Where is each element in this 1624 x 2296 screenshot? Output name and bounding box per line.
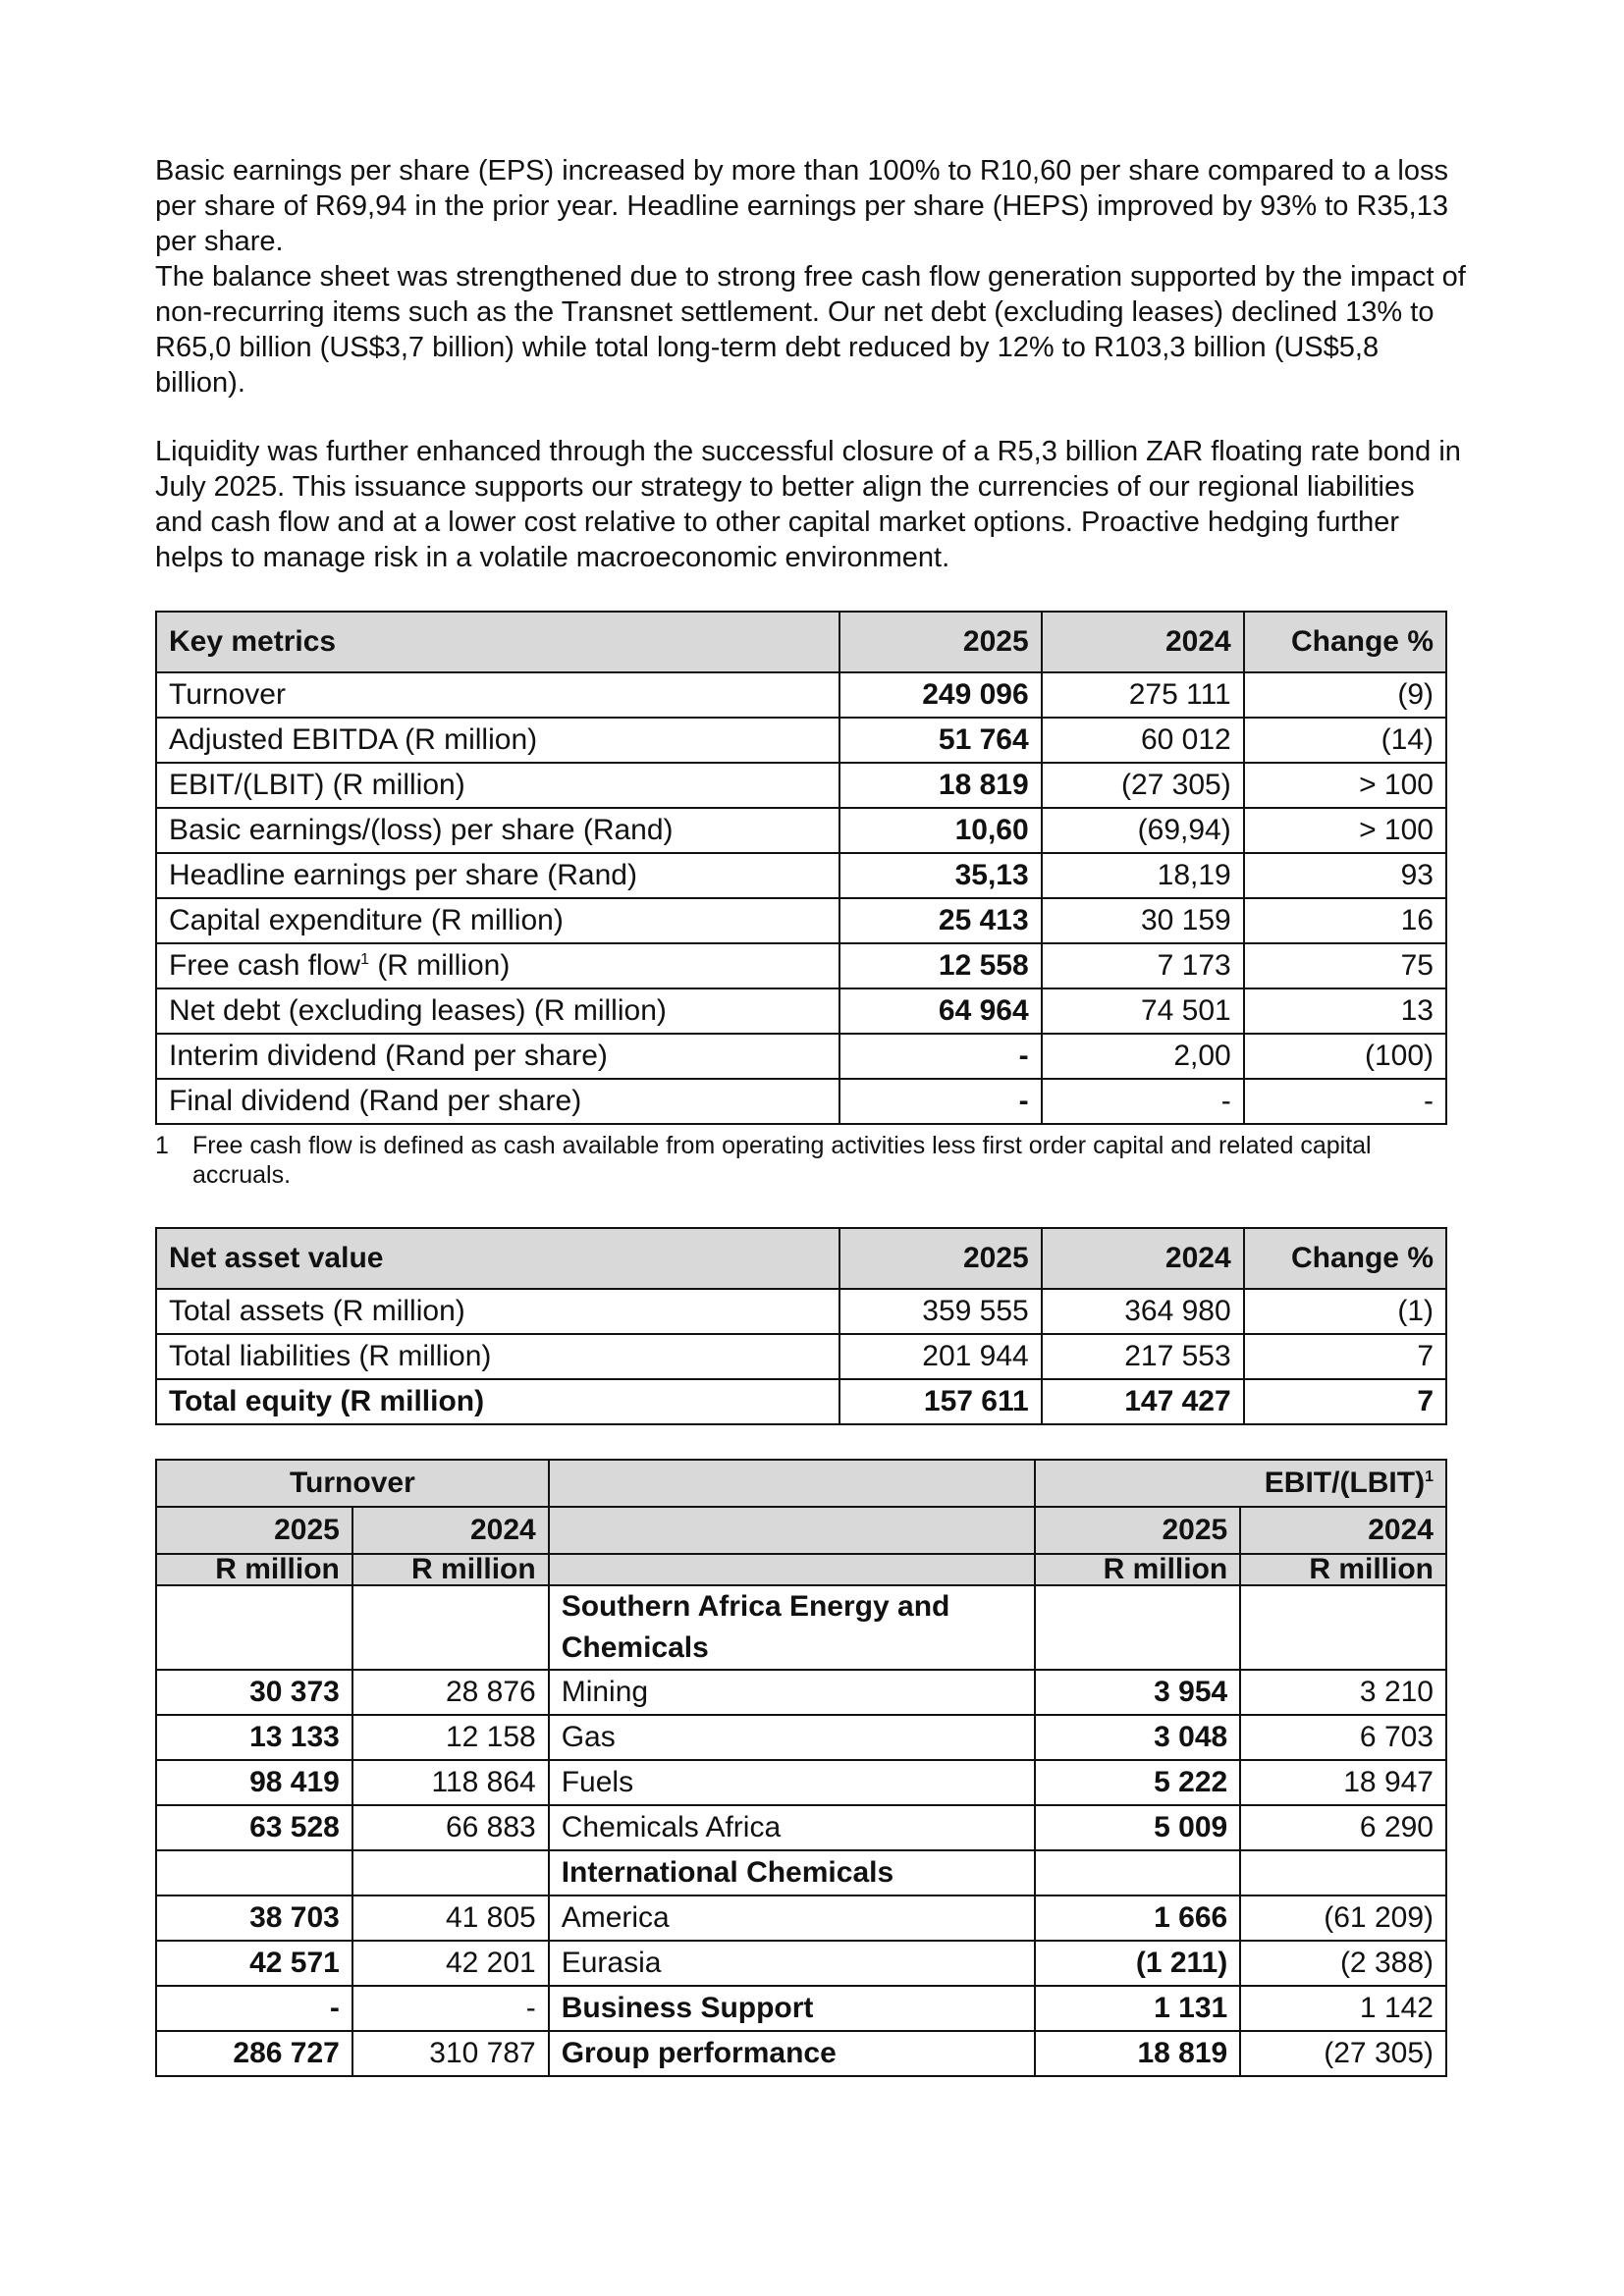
segment-name: Business Support [549, 1986, 1035, 2031]
table-row [156, 1896, 1446, 1941]
value-2025: - [839, 1079, 1042, 1124]
table-row [156, 1289, 1446, 1334]
table-row [156, 763, 1446, 808]
value-2025: 201 944 [839, 1334, 1042, 1379]
value-2025: - [839, 1034, 1042, 1079]
value-2024: 2,00 [1042, 1034, 1244, 1079]
turnover-2024: 118 864 [352, 1760, 549, 1805]
column-header: 2025 [1035, 1507, 1241, 1554]
row-label: EBIT/(LBIT) (R million) [156, 763, 839, 808]
empty-cell [156, 1585, 352, 1670]
column-header: Change % [1244, 612, 1446, 672]
paragraph-eps: Basic earnings per share (EPS) increased by more than 100% to R10,60 per share compared to a loss per share of R69,94 in the prior year. Headline earnings per share (HEPS) improved by 93% to R35,13 per share. [155, 155, 1448, 257]
row-label: Total assets (R million) [156, 1289, 839, 1334]
table-row [156, 1715, 1446, 1760]
turnover-2025: 286 727 [156, 2031, 352, 2076]
value-2025: 157 611 [839, 1379, 1042, 1424]
empty-cell [156, 1850, 352, 1896]
turnover-2025: 42 571 [156, 1941, 352, 1986]
value-2025: 18 819 [839, 763, 1042, 808]
turnover-2025: 98 419 [156, 1760, 352, 1805]
column-header: 2025 [839, 612, 1042, 672]
row-label [156, 943, 839, 988]
table-unit-row [156, 1554, 1446, 1585]
column-header: 2024 [1240, 1507, 1446, 1554]
empty-cell [352, 1585, 549, 1670]
footnote-marker: 1 [360, 951, 369, 968]
value-2024: (27 305) [1042, 763, 1244, 808]
ebit-header-text: EBIT/(LBIT) [1264, 1467, 1426, 1499]
table-row [156, 1670, 1446, 1715]
turnover-2025: - [156, 1986, 352, 2031]
footnote-marker: 1 [1425, 1468, 1434, 1485]
net-asset-value-table [155, 1227, 1447, 1425]
value-change: 7 [1244, 1379, 1446, 1424]
value-2025: 249 096 [839, 672, 1042, 718]
segment-performance-table [155, 1459, 1447, 2077]
ebit-2024: 1 142 [1240, 1986, 1446, 2031]
value-change: 93 [1244, 853, 1446, 898]
segment-name: Chemicals Africa [549, 1805, 1035, 1850]
value-2024: 18,19 [1042, 853, 1244, 898]
table-row [156, 1986, 1446, 2031]
table-row [156, 943, 1446, 988]
row-label: Final dividend (Rand per share) [156, 1079, 839, 1124]
unit-header: R million [1240, 1554, 1446, 1585]
ebit-2024: (61 209) [1240, 1896, 1446, 1941]
value-change: (9) [1244, 672, 1446, 718]
ebit-2025: 3 048 [1035, 1715, 1241, 1760]
column-header: 2025 [839, 1228, 1042, 1289]
empty-cell [1240, 1585, 1446, 1670]
table-row [156, 672, 1446, 718]
table-header-row [156, 612, 1446, 672]
value-2025: 10,60 [839, 808, 1042, 853]
turnover-2025: 63 528 [156, 1805, 352, 1850]
value-2024: 7 173 [1042, 943, 1244, 988]
turnover-2024: 28 876 [352, 1670, 549, 1715]
value-2024: (69,94) [1042, 808, 1244, 853]
value-change: > 100 [1244, 808, 1446, 853]
table-row [156, 1334, 1446, 1379]
footnote-number: 1 [155, 1132, 169, 1159]
ebit-2025: 1 666 [1035, 1896, 1241, 1941]
value-2025: 12 558 [839, 943, 1042, 988]
turnover-header: Turnover [156, 1460, 549, 1507]
turnover-2024: 42 201 [352, 1941, 549, 1986]
segment-name: Gas [549, 1715, 1035, 1760]
value-change: 16 [1244, 898, 1446, 943]
value-change: (14) [1244, 718, 1446, 763]
column-header: Key metrics [156, 612, 839, 672]
row-label: Total equity (R million) [156, 1379, 839, 1424]
document-page [155, 153, 1467, 2077]
empty-cell [352, 1850, 549, 1896]
ebit-2025: 5 009 [1035, 1805, 1241, 1850]
table-row-total [156, 1379, 1446, 1424]
ebit-2024: (27 305) [1240, 2031, 1446, 2076]
column-header: 2025 [156, 1507, 352, 1554]
segment-name: Mining [549, 1670, 1035, 1715]
empty-header [549, 1460, 1035, 1507]
value-change: (100) [1244, 1034, 1446, 1079]
table-row [156, 988, 1446, 1034]
unit-header: R million [352, 1554, 549, 1585]
ebit-2024: (2 388) [1240, 1941, 1446, 1986]
segment-name: Group performance [549, 2031, 1035, 2076]
row-label: Adjusted EBITDA (R million) [156, 718, 839, 763]
row-label: Interim dividend (Rand per share) [156, 1034, 839, 1079]
column-header: Change % [1244, 1228, 1446, 1289]
value-change: 7 [1244, 1334, 1446, 1379]
value-change: (1) [1244, 1289, 1446, 1334]
turnover-2025: 13 133 [156, 1715, 352, 1760]
ebit-2024: 6 703 [1240, 1715, 1446, 1760]
ebit-header [1035, 1460, 1446, 1507]
value-2025: 359 555 [839, 1289, 1042, 1334]
turnover-2024: 12 158 [352, 1715, 549, 1760]
table-row [156, 1805, 1446, 1850]
column-header: Net asset value [156, 1228, 839, 1289]
column-header: 2024 [1042, 612, 1244, 672]
value-2024: 74 501 [1042, 988, 1244, 1034]
empty-header [549, 1507, 1035, 1554]
row-label: Basic earnings/(loss) per share (Rand) [156, 808, 839, 853]
value-2024: 60 012 [1042, 718, 1244, 763]
ebit-2024: 18 947 [1240, 1760, 1446, 1805]
table-row [156, 808, 1446, 853]
value-2025: 64 964 [839, 988, 1042, 1034]
value-2024: 217 553 [1042, 1334, 1244, 1379]
ebit-2025: 3 954 [1035, 1670, 1241, 1715]
table-header-row [156, 1228, 1446, 1289]
turnover-2024: 310 787 [352, 2031, 549, 2076]
value-change: 75 [1244, 943, 1446, 988]
footnote [155, 1131, 1467, 1190]
row-label: Total liabilities (R million) [156, 1334, 839, 1379]
ebit-2025: 5 222 [1035, 1760, 1241, 1805]
unit-header: R million [156, 1554, 352, 1585]
unit-header: R million [1035, 1554, 1241, 1585]
ebit-2024: 3 210 [1240, 1670, 1446, 1715]
value-2025: 35,13 [839, 853, 1042, 898]
group-heading-row [156, 1585, 1446, 1670]
segment-name: Eurasia [549, 1941, 1035, 1986]
empty-cell [1035, 1585, 1241, 1670]
turnover-2025: 38 703 [156, 1896, 352, 1941]
turnover-2024: 66 883 [352, 1805, 549, 1850]
row-label-text: (R million) [368, 949, 511, 982]
segment-name: America [549, 1896, 1035, 1941]
key-metrics-table [155, 611, 1447, 1125]
table-row [156, 1079, 1446, 1124]
row-label: Headline earnings per share (Rand) [156, 853, 839, 898]
group-heading: International Chemicals [549, 1850, 1035, 1896]
table-row [156, 1941, 1446, 1986]
column-header: 2024 [352, 1507, 549, 1554]
table-row [156, 1034, 1446, 1079]
value-change: - [1244, 1079, 1446, 1124]
value-change: > 100 [1244, 763, 1446, 808]
value-2024: 364 980 [1042, 1289, 1244, 1334]
table-header-row [156, 1460, 1446, 1507]
paragraph-liquidity: Liquidity was further enhanced through the successful closure of a R5,3 billion ZAR floating rate bond in July 2025. This issuance supports our strategy to better align the currencies of our regional liabilities and cash flow and at a lower cost relative to other capital market options. Proactive hedging further helps to manage risk in a volatile macroeconomic environment. [155, 436, 1461, 573]
value-2024: 147 427 [1042, 1379, 1244, 1424]
ebit-2024: 6 290 [1240, 1805, 1446, 1850]
turnover-2025: 30 373 [156, 1670, 352, 1715]
ebit-2025: 18 819 [1035, 2031, 1241, 2076]
table-row [156, 898, 1446, 943]
value-2024: 275 111 [1042, 672, 1244, 718]
table-row [156, 718, 1446, 763]
empty-cell [1035, 1850, 1241, 1896]
turnover-2024: 41 805 [352, 1896, 549, 1941]
column-header: 2024 [1042, 1228, 1244, 1289]
value-2025: 51 764 [839, 718, 1042, 763]
group-heading-row [156, 1850, 1446, 1896]
row-label: Turnover [156, 672, 839, 718]
paragraph-balance-sheet: The balance sheet was strengthened due to strong free cash flow generation supported by the impact of non-recurring items such as the Transnet settlement. Our net debt (excluding leases) declined 13% to R65,0 billion (US$3,7 billion) while total long-term debt reduced by 12% to R103,3 billion (US$5,8 billion). [155, 261, 1466, 399]
row-label: Capital expenditure (R million) [156, 898, 839, 943]
table-row [156, 853, 1446, 898]
value-2024: 30 159 [1042, 898, 1244, 943]
table-year-row [156, 1507, 1446, 1554]
segment-name: Fuels [549, 1760, 1035, 1805]
value-2025: 25 413 [839, 898, 1042, 943]
table-row [156, 1760, 1446, 1805]
group-heading: Southern Africa Energy and Chemicals [549, 1585, 1035, 1670]
footnote-text: Free cash flow is defined as cash available from operating activities less first order capital and related capital accruals. [192, 1132, 1372, 1189]
row-label: Net debt (excluding leases) (R million) [156, 988, 839, 1034]
turnover-2024: - [352, 1986, 549, 2031]
empty-cell [1240, 1850, 1446, 1896]
value-2024: - [1042, 1079, 1244, 1124]
ebit-2025: 1 131 [1035, 1986, 1241, 2031]
value-change: 13 [1244, 988, 1446, 1034]
table-row-total [156, 2031, 1446, 2076]
empty-header [549, 1554, 1035, 1585]
row-label-text: Free cash flow [169, 949, 361, 982]
ebit-2025: (1 211) [1035, 1941, 1241, 1986]
